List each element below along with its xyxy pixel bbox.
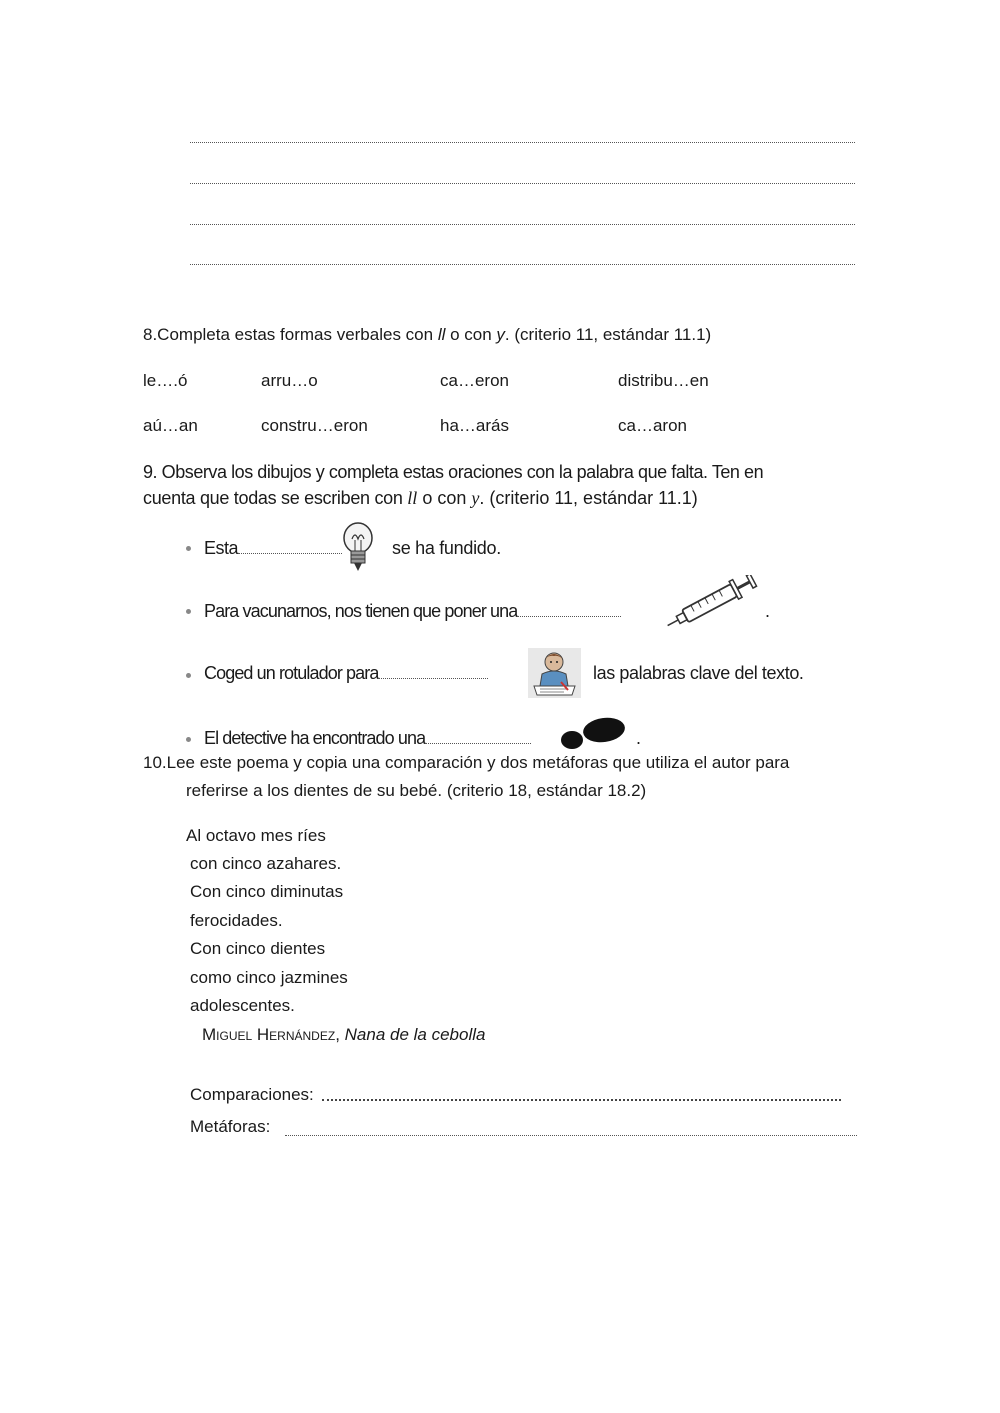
q9-item-2-after: . [765, 601, 771, 621]
q9-item-2: Para vacunarnos, nos tienen que poner una [204, 598, 621, 624]
syringe-icon [660, 575, 762, 630]
bullet [186, 546, 191, 551]
q9-item-4: El detective ha encontrado una [204, 725, 531, 751]
q8-word[interactable]: le….ó [143, 371, 188, 390]
answer-line-3[interactable] [190, 224, 855, 225]
q9-blank-4[interactable] [425, 729, 531, 744]
q8-word[interactable]: ha…arás [440, 416, 509, 435]
answer-line-1[interactable] [190, 142, 855, 143]
metaforas-answer-line[interactable] [285, 1135, 857, 1136]
q9-item-3-after: las palabras clave del texto. [593, 663, 804, 683]
bullet [186, 609, 191, 614]
bullet [186, 737, 191, 742]
q9-item-3: Coged un rotulador para [204, 660, 488, 686]
q9-title-line2: cuenta que todas se escriben con ll o con y. (criterio 11, estándar 11.1) [143, 488, 698, 508]
q9-item-4-after: . [636, 728, 642, 748]
poem-line: con cinco azahares. [190, 854, 342, 873]
footprint-icon [558, 716, 628, 752]
poem-line: Con cinco dientes [190, 939, 326, 958]
q8-word[interactable]: distribu…en [618, 371, 709, 390]
poem-line: Con cinco diminutas [190, 882, 344, 901]
q9-blank-3[interactable] [378, 664, 488, 679]
q8-word[interactable]: constru…eron [261, 416, 368, 435]
q10-title-line2: referirse a los dientes de su bebé. (criterio 18, estándar 18.2) [186, 781, 647, 800]
q9-blank-1[interactable] [238, 539, 342, 554]
comparaciones-answer-line[interactable] [322, 1099, 841, 1101]
q9-item-1: Esta [204, 535, 342, 561]
q10-title-line1: 10.Lee este poema y copia una comparación y dos metáforas que utiliza el autor para [143, 753, 790, 772]
metaforas-label: Metáforas: [190, 1117, 271, 1136]
answer-line-2[interactable] [190, 183, 855, 184]
q8-word[interactable]: aú…an [143, 416, 198, 435]
poem-author: Miguel Hernández [202, 1025, 336, 1044]
poem-line: como cinco jazmines [190, 968, 348, 987]
q8-word[interactable]: ca…aron [618, 416, 687, 435]
q8-title: 8.Completa estas formas verbales con ll o con y. (criterio 11, estándar 11.1) [143, 325, 712, 344]
light-bulb-icon [340, 521, 376, 573]
q8-word[interactable]: arru…o [261, 371, 318, 390]
poem-line: ferocidades. [190, 911, 283, 930]
q9-blank-2[interactable] [517, 602, 621, 617]
poem-line: Al octavo mes ríes [186, 826, 326, 845]
answer-line-4[interactable] [190, 264, 855, 265]
bullet [186, 673, 191, 678]
child-writing-icon [528, 648, 581, 698]
poem-attribution: Miguel Hernández, Nana de la cebolla [202, 1025, 486, 1044]
comparaciones-label: Comparaciones: [190, 1085, 314, 1104]
poem-work: Nana de la cebolla [344, 1025, 486, 1044]
q9-title-line1: 9. Observa los dibujos y completa estas oraciones con la palabra que falta. Ten en [143, 462, 764, 482]
poem-line: adolescentes. [190, 996, 295, 1015]
q9-item-1-after: se ha fundido. [392, 538, 501, 558]
q8-word[interactable]: ca…eron [440, 371, 509, 390]
